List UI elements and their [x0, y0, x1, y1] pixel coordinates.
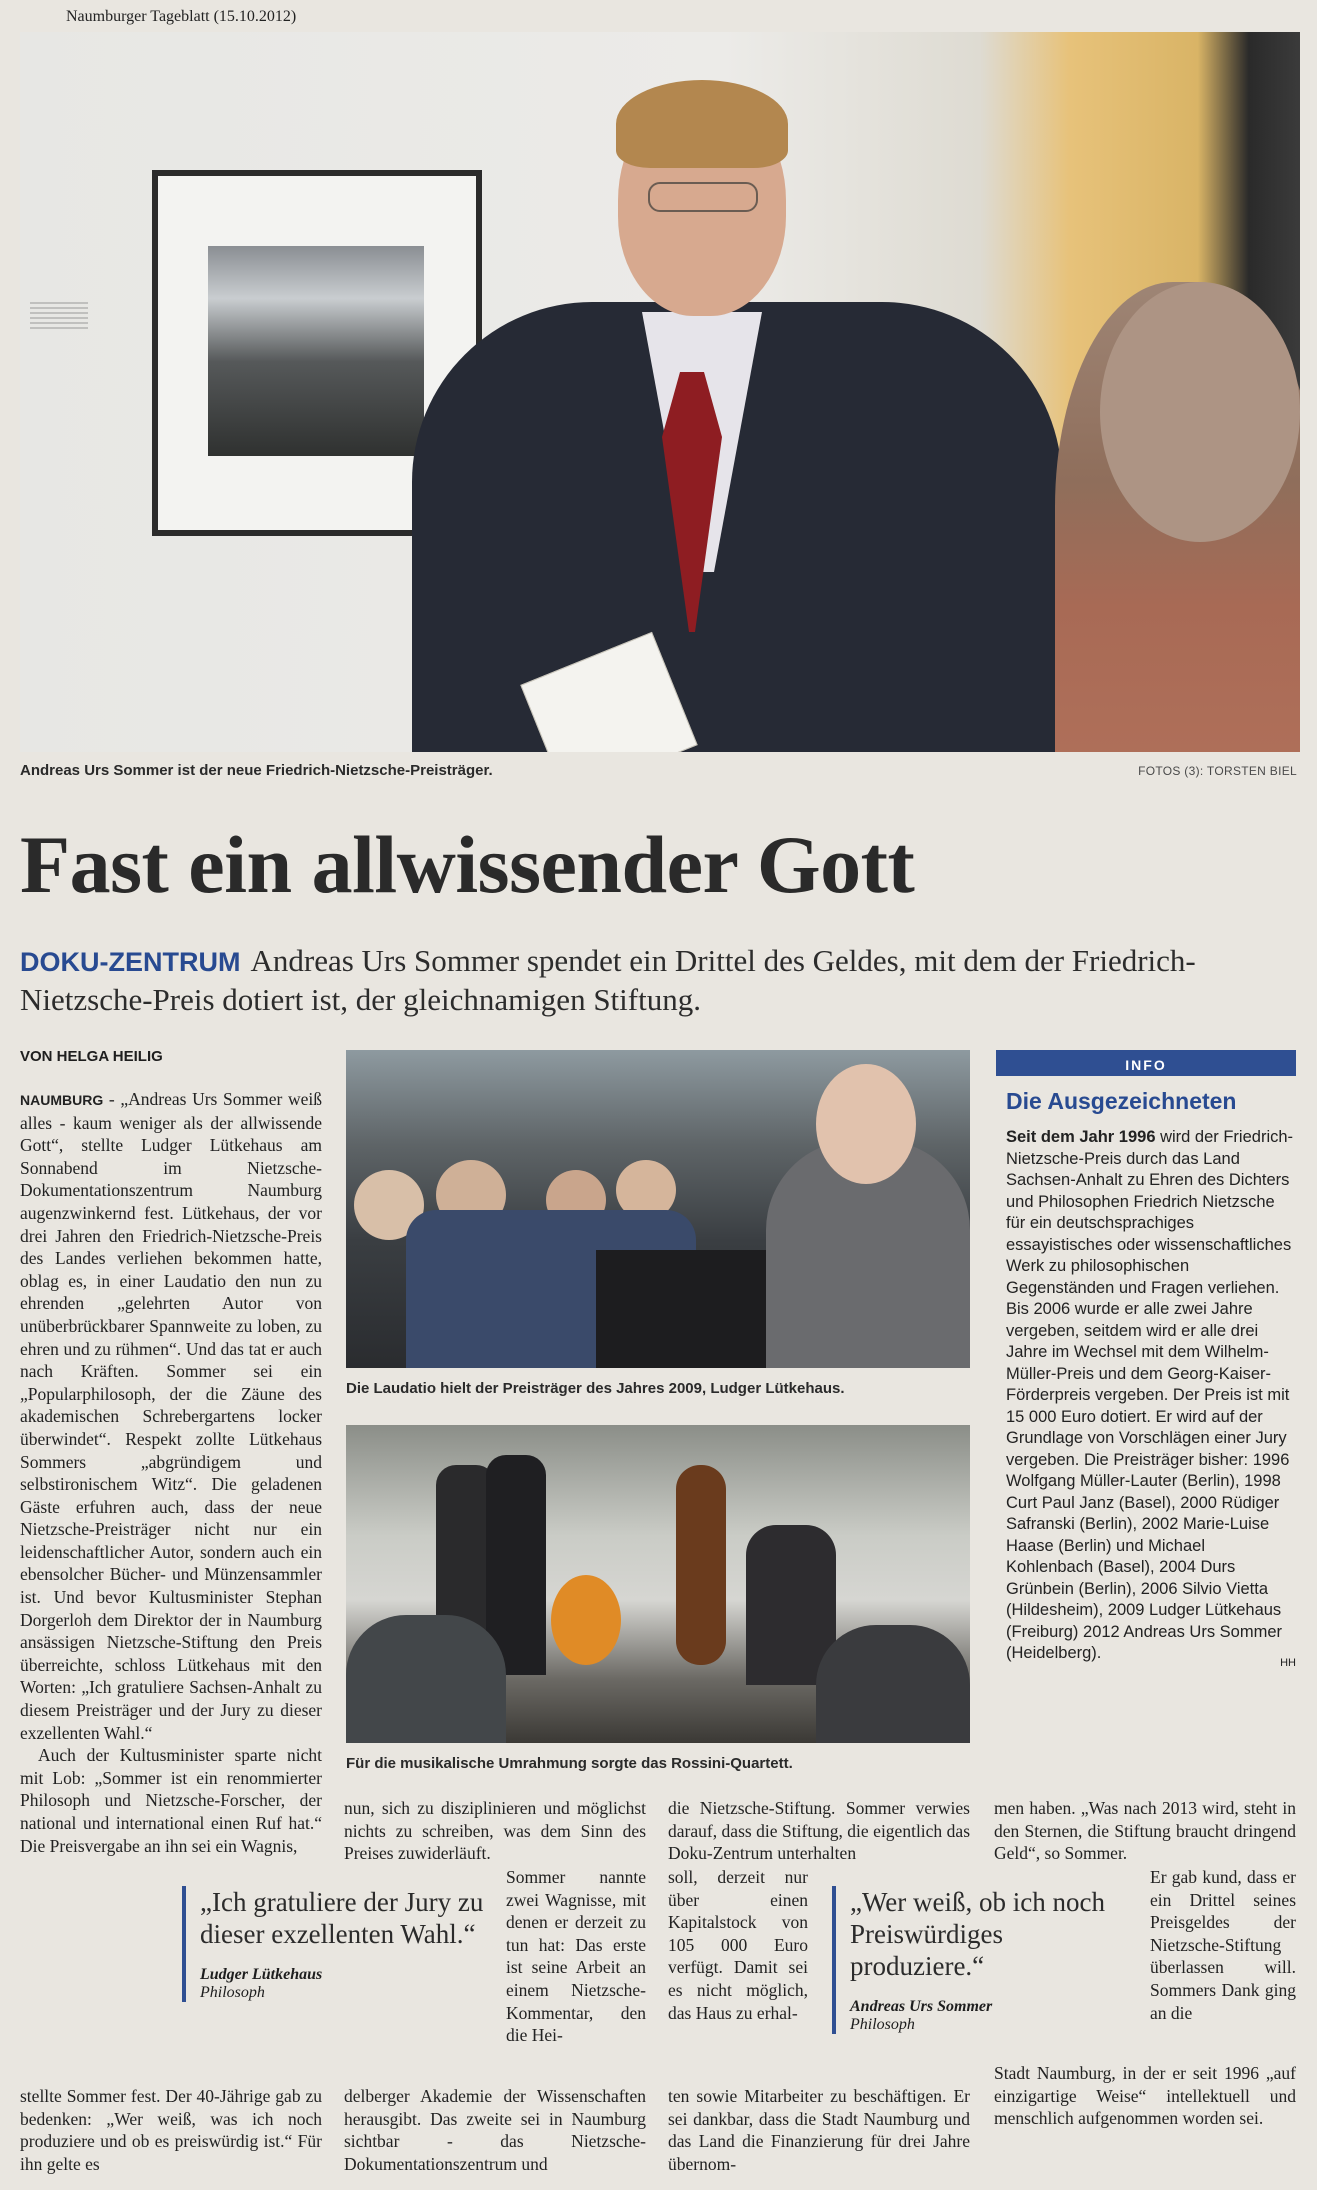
info-label: INFO: [996, 1050, 1296, 1076]
mountain-image: [208, 246, 424, 456]
quartet-photo: [346, 1425, 970, 1743]
quote-role: Philosoph: [200, 1984, 265, 2001]
flower-arrangement: [551, 1575, 621, 1665]
info-title: Die Ausgezeichneten: [1006, 1088, 1237, 1114]
man-hair: [616, 80, 788, 168]
audience-member: [346, 1615, 506, 1743]
source-label: Naumburger Tageblatt (15.10.2012): [66, 8, 297, 25]
photo-credit: FOTOS (3): TORSTEN BIEL: [1138, 764, 1297, 778]
double-bass: [676, 1465, 726, 1665]
paragraph: - „Andreas Urs Sommer weiß alles - kaum weniger als der allwissende Gott“, stellte Ludger Lütkehaus am Sonnabend im Nietzsche-Dokumentationszentrum Naumburg augenzwinkernd fest. Lütkehaus, der vor drei Jahren den Friedrich-Nietzsche-Preis des Landes verliehen bekommen hatte, oblag es, in einer Laudatio den nun zu ehrenden „gelehrten Autor von unüberbrückbarer Spannweite zu loben, zu ehren und zu rühmen“. Und das tat er auch nach Kräften. Sommer sei ein „Popularphilosoph, der die Zäune des akademischen Schrebergartens locker überwindet“. Respekt zollte Lütkehaus Sommers „abgründigem und selbstironischem Witz“. Die geladenen Gäste erfuhren auch, dass der neue Nietzsche-Preisträger nicht nur ein leidenschaftlicher Autor, sondern auch ein ebensolcher Bücher- und Münzensammler ist. Und bevor Kultusminister Stephan Dorgerloh dem Direktor der in Naumburg ansässigen Nietzsche-Stiftung den Preis überreichte, schloss Lütkehaus mit den Worten: „Ich gratuliere Sachsen-Anhalt zu diesem Preisträger und der Jury zu dieser exzellenten Wahl.“: [20, 1089, 322, 1743]
quote-role: Philosoph: [850, 2016, 915, 2033]
pull-quote-2: [832, 1886, 1130, 2034]
wall-label: [30, 302, 88, 330]
kicker: DOKU-ZENTRUM: [20, 947, 241, 977]
paragraph: Auch der Kultusminister sparte nicht mit Lob: „Sommer ist ein renommierter Philosoph und Nietzsche-Forscher, der national und international einen Ruf hat.“ Die Preisvergabe an ihn sei ein Wagnis,: [20, 1745, 322, 1856]
laudatio-photo: [346, 1050, 970, 1368]
article-column-1: [20, 1088, 322, 1857]
article-column-2-narrow: Sommer nannte zwei Wagnisse, mit denen er derzeit zu tun hat: Das erste ist seine Arbeit an einem Nietzsche-Kommentar, den die Hei-: [506, 1867, 646, 2046]
quote-author: Ludger Lütkehaus: [200, 1966, 323, 1983]
info-lead: Seit dem Jahr 1996: [1006, 1128, 1156, 1146]
quote-text: „Wer weiß, ob ich noch Preiswürdiges produziere.“: [850, 1887, 1105, 1981]
subhead-text: Andreas Urs Sommer spendet ein Drittel des Geldes, mit dem der Friedrich-Nietzsche-Preis dotiert ist, der gleichnamigen Stiftung.: [20, 943, 1196, 1017]
subhead: [20, 942, 1300, 1019]
article-column-3-bottom: ten sowie Mitarbeiter zu beschäftigen. Er sei dankbar, dass die Stadt Naumburg und das Land die Finanzierung für drei Jahre übernom-: [668, 2086, 970, 2174]
article-column-4-top: men haben. „Was nach 2013 wird, steht in den Sternen, die Stiftung braucht dringend Geld“, so Sommer.: [994, 1798, 1296, 1864]
dateline: NAUMBURG: [20, 1092, 104, 1108]
info-initials: HH: [1280, 1656, 1296, 1669]
lectern: [596, 1250, 776, 1368]
info-text: [996, 1127, 1296, 1665]
quote-author: Andreas Urs Sommer: [850, 1998, 993, 2015]
quartet-caption: Für die musikalische Umrahmung sorgte das Rossini-Quartett.: [346, 1755, 793, 1772]
quote-text: „Ich gratuliere der Jury zu dieser exzellenten Wahl.“: [200, 1887, 484, 1949]
audience-member: [816, 1625, 970, 1743]
byline: VON HELGA HEILIG: [20, 1048, 163, 1065]
info-box: [996, 1050, 1296, 1669]
bust-head: [1100, 282, 1300, 542]
main-photo: [20, 32, 1300, 752]
article-column-1-end: stellte Sommer fest. Der 40-Jährige gab zu bedenken: „Wer weiß, was ich noch produziere und ob es preiswürdig ist.“ Für ihn gelte es: [20, 2086, 322, 2174]
article-column-3-narrow: soll, derzeit nur über einen Kapitalstock von 105 000 Euro verfügt. Damit sei es nicht möglich, das Haus zu erhal-: [668, 1867, 808, 2023]
pull-quote-1: [182, 1886, 486, 2002]
article-column-4-narrow: Er gab kund, dass er ein Drittel seines Preisgeldes der Nietzsche-Stiftung überlassen will. Sommers Dank ging an die: [1150, 1867, 1296, 2023]
headline: Fast ein allwissender Gott: [20, 819, 915, 910]
speaker-head: [816, 1064, 916, 1184]
article-column-2-top: nun, sich zu disziplinieren und möglichst nichts zu schreiben, was dem Sinn des Preises zuwiderläuft.: [344, 1798, 646, 1864]
main-photo-caption: Andreas Urs Sommer ist der neue Friedrich-Nietzsche-Preisträger.: [20, 762, 493, 779]
glasses: [648, 182, 758, 212]
article-column-2-bottom: delberger Akademie der Wissenschaften herausgibt. Das zweite sei in Naumburg sichtbar - das Nietzsche-Dokumentationszentrum und: [344, 2086, 646, 2174]
info-body: wird der Friedrich-Nietzsche-Preis durch das Land Sachsen-Anhalt zu Ehren des Dichters und Philosophen Friedrich Nietzsche für ein deutschsprachiges essayistisches oder wissenschaftliches Werk zu philosophischen Gegenständen und Fragen verliehen. Bis 2006 wurde er alle zwei Jahre vergeben, seitdem wird er alle drei Jahre im Wechsel mit dem Wilhelm-Müller-Preis und dem Georg-Kaiser-Förderpreis vergeben. Der Preis ist mit 15 000 Euro dotiert. Er wird auf der Grundlage von Vorschlägen einer Jury vergeben. Die Preisträger bisher: 1996 Wolfgang Müller-Lauter (Berlin), 1998 Curt Paul Janz (Basel), 2000 Rüdiger Safranski (Berlin), 2002 Marie-Luise Haase (Berlin) und Michael Kohlenbach (Basel), 2004 Durs Grünbein (Berlin), 2006 Silvio Vietta (Hildesheim), 2009 Ludger Lütkehaus (Freiburg) 2012 Andreas Urs Sommer (Heidelberg).: [1006, 1128, 1294, 1662]
laudatio-caption: Die Laudatio hielt der Preisträger des Jahres 2009, Ludger Lütkehaus.: [346, 1380, 845, 1397]
article-column-3-top: die Nietzsche-Stiftung. Sommer verwies darauf, dass die Stiftung, die eigentlich das Doku-Zentrum unterhalten: [668, 1798, 970, 1864]
article-column-4-bottom: Stadt Naumburg, in der er seit 1996 „auf einzigartige Weise“ intellektuell und menschlich aufgenommen worden sei.: [994, 2063, 1296, 2129]
